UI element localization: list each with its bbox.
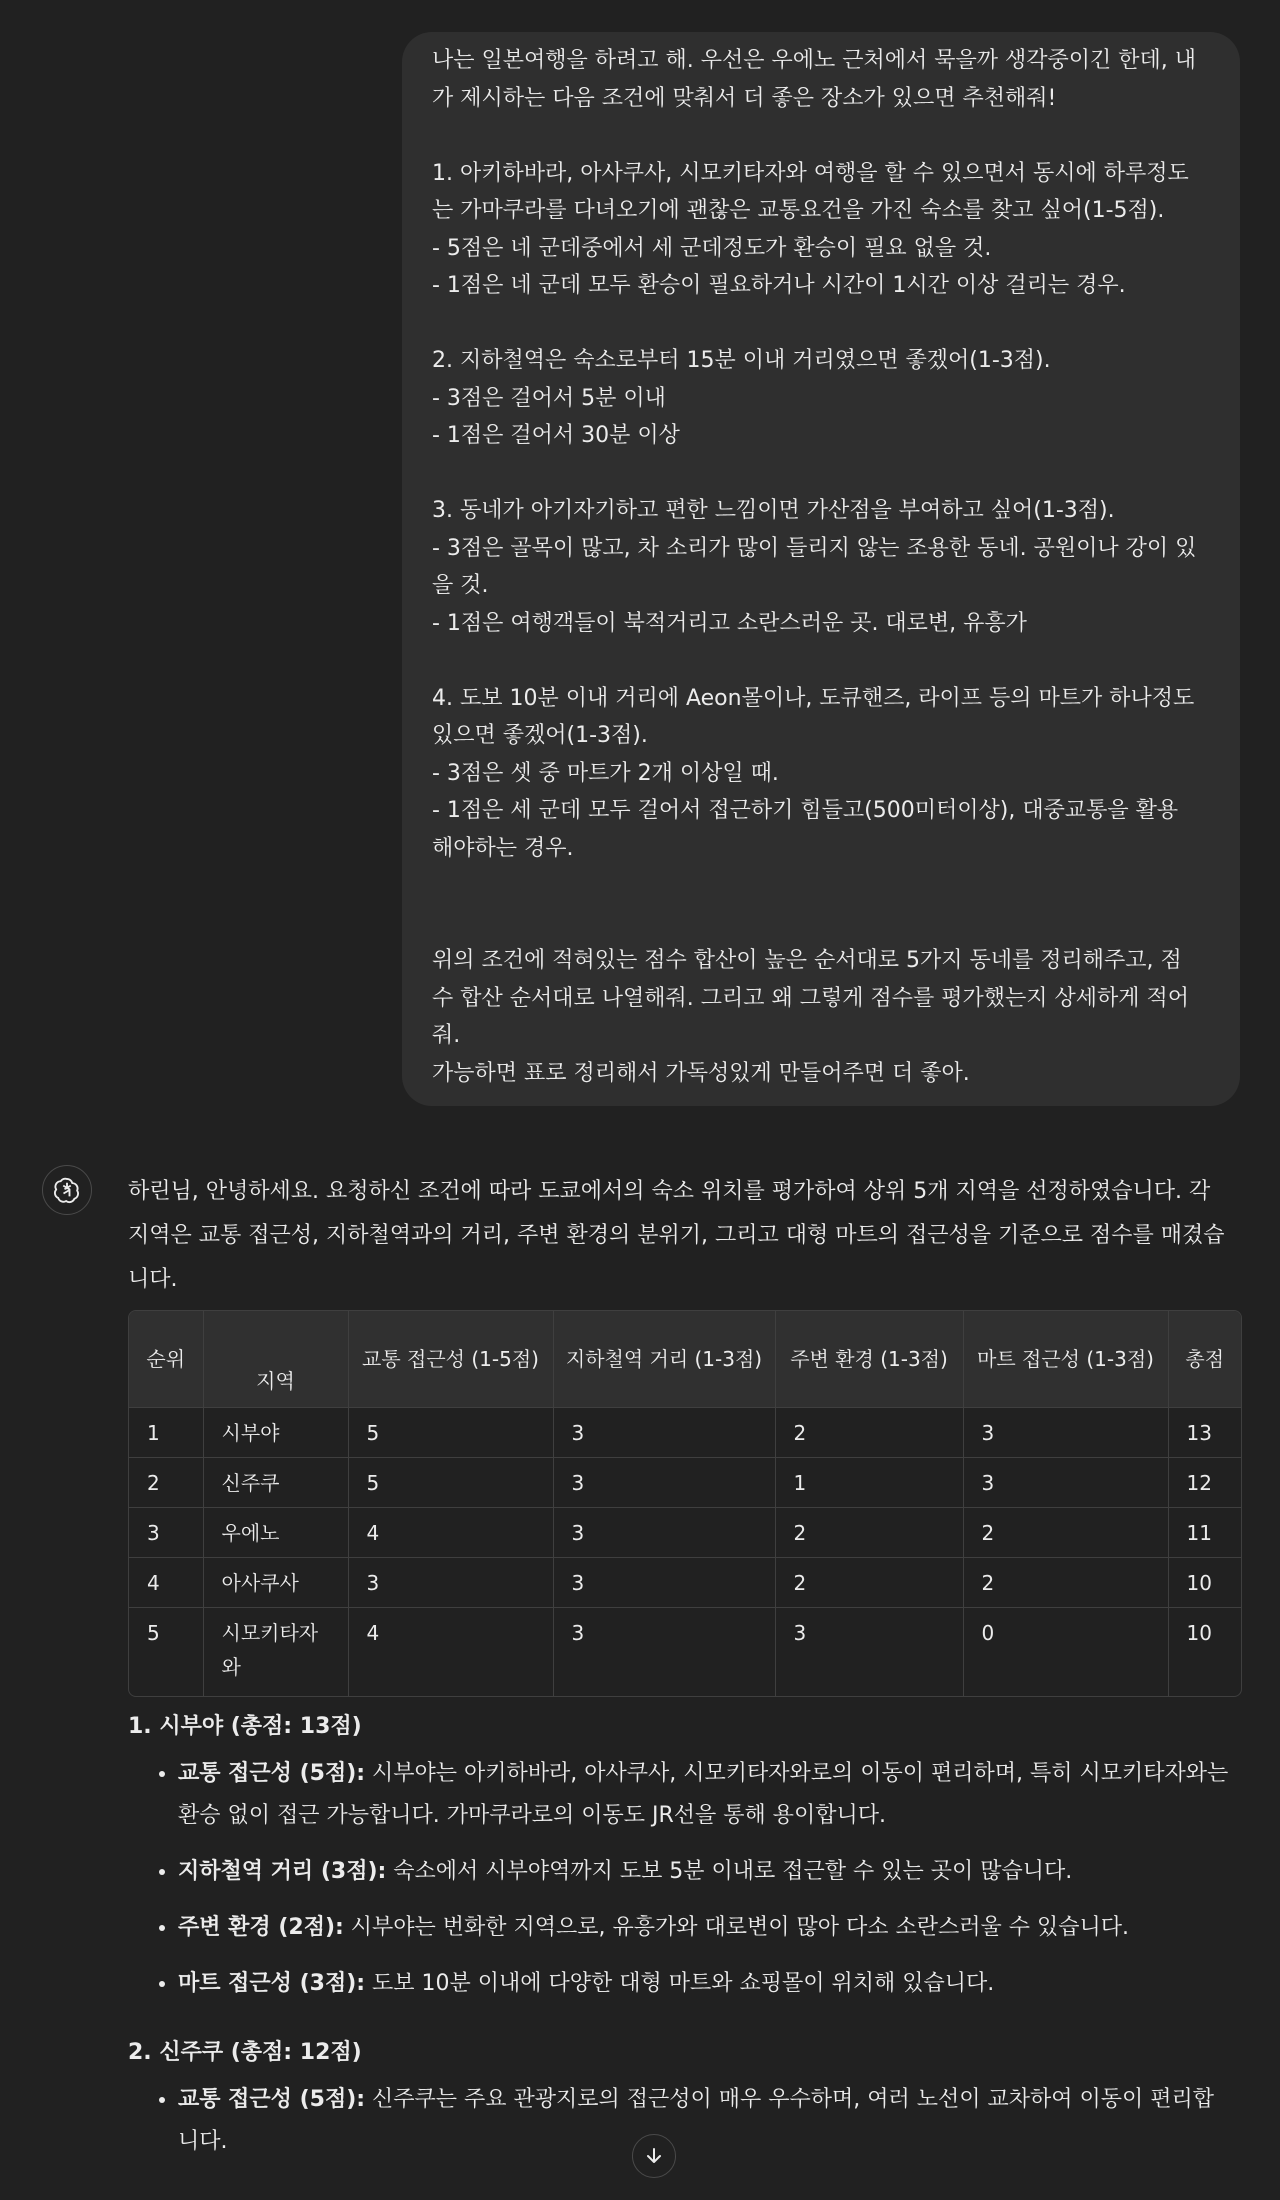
table-cell: 2 bbox=[963, 1508, 1168, 1558]
user-message-line: - 1점은 여행객들이 북적거리고 소란스러운 곳. 대로변, 유흥가 bbox=[432, 610, 1027, 636]
user-message-line: - 1점은 걸어서 30분 이상 bbox=[432, 423, 680, 448]
table-cell: 1 bbox=[775, 1458, 963, 1508]
table-cell: 5 bbox=[348, 1458, 553, 1508]
user-message-line bbox=[432, 305, 1212, 343]
bullet-text: 시부야는 아키하바라, 아사쿠사, 시모키타자와로의 이동이 편리하며, 특히 시모키타자와는 bbox=[365, 1760, 1229, 1786]
table-header-label: 지하철역 거리 (1-3점) bbox=[565, 1347, 763, 1371]
table-header-cell bbox=[963, 1311, 1168, 1408]
user-message-line: 가능하면 표로 정리해서 가독성있게 만들어주면 더 좋아. bbox=[432, 1060, 970, 1086]
bullet-text: 시부야는 번화한 지역으로, 유흥가와 대로변이 많아 다소 소란스러울 수 있습니다. bbox=[343, 1914, 1130, 1940]
bullet-text: 숙소에서 시부야역까지 도보 5분 이내로 접근할 수 있는 곳이 많습니다. bbox=[386, 1858, 1073, 1884]
table-header-cell bbox=[1168, 1311, 1241, 1408]
table-cell: 3 bbox=[553, 1508, 775, 1558]
user-message-line: 수 합산 순서대로 나열해줘. 그리고 왜 그렇게 점수를 평가했는지 상세하게 적어 bbox=[432, 985, 1189, 1011]
table-header-row bbox=[129, 1311, 1241, 1408]
user-message-line: 는 가마쿠라를 다녀오기에 괜찮은 교통요건을 가진 숙소를 찾고 싶어(1-5점). bbox=[432, 198, 1165, 223]
intro-line: 니다. bbox=[128, 1267, 178, 1292]
table-cell: 10 bbox=[1168, 1558, 1241, 1608]
ranking-table-container bbox=[128, 1310, 1242, 1697]
table-header-label: 주변 환경 (1-3점) bbox=[790, 1347, 948, 1371]
table-cell: 3 bbox=[963, 1458, 1168, 1508]
table-cell: 2 bbox=[129, 1458, 203, 1508]
section-title: 1. 시부야 (총점: 13점) bbox=[128, 1713, 362, 1739]
table-cell: 신주쿠 bbox=[203, 1458, 348, 1508]
table-header-cell bbox=[775, 1311, 963, 1408]
table-header-label: 지역 bbox=[256, 1369, 295, 1393]
user-message-line: 나는 일본여행을 하려고 해. 우선은 우에노 근처에서 묵을까 생각중이긴 한데, 내 bbox=[432, 48, 1196, 73]
table-cell: 3 bbox=[129, 1508, 203, 1558]
section-title: 2. 신주쿠 (총점: 12점) bbox=[128, 2039, 362, 2065]
user-message-line: - 1점은 네 군데 모두 환승이 필요하거나 시간이 1시간 이상 걸리는 경우. bbox=[432, 273, 1126, 298]
table-cell: 3 bbox=[775, 1608, 963, 1696]
user-message-line: - 1점은 세 군데 모두 걸어서 접근하기 힘들고(500미터이상), 대중교통을 활용 bbox=[432, 798, 1179, 823]
table-cell: 시부야 bbox=[203, 1408, 348, 1458]
table-cell: 10 bbox=[1186, 1621, 1212, 1645]
table-cell: 13 bbox=[1168, 1408, 1241, 1458]
bullet-line bbox=[178, 1753, 1240, 1795]
table-header-label: 총점 bbox=[1185, 1347, 1225, 1371]
table-cell: 5 bbox=[129, 1608, 203, 1696]
table-row bbox=[129, 1408, 1241, 1458]
user-message-line: 위의 조건에 적혀있는 점수 합산이 높은 순서대로 5가지 동네를 정리해주고, 점 bbox=[432, 948, 1182, 973]
user-message-line: 을 것. bbox=[432, 573, 489, 598]
table-header-cell bbox=[553, 1311, 775, 1408]
user-message-line: - 5점은 네 군데중에서 세 군데정도가 환승이 필요 없을 것. bbox=[432, 235, 992, 261]
bullet-line bbox=[178, 1963, 1240, 2005]
table-cell: 12 bbox=[1168, 1458, 1241, 1508]
table-cell: 3 bbox=[553, 1458, 775, 1508]
openai-logo-icon bbox=[52, 1175, 82, 1205]
bullet-item bbox=[178, 1851, 1240, 1893]
bullet-term: 주변 환경 (2점): bbox=[178, 1914, 344, 1940]
user-message-line bbox=[432, 455, 1212, 493]
table-cell: 2 bbox=[775, 1558, 963, 1608]
table-cell: 2 bbox=[775, 1508, 963, 1558]
bullet-line bbox=[178, 1795, 1240, 1837]
scroll-down-button[interactable] bbox=[632, 2134, 676, 2178]
user-message-line: 2. 지하철역은 숙소로부터 15분 이내 거리였으면 좋겠어(1-3점). bbox=[432, 348, 1051, 373]
user-message-line bbox=[432, 905, 1212, 943]
user-message-line bbox=[432, 642, 1212, 680]
table-header-label: 순위 bbox=[146, 1347, 186, 1371]
assistant-sections bbox=[128, 1707, 1240, 2163]
table-cell: 11 bbox=[1168, 1508, 1241, 1558]
table-cell: 3 bbox=[553, 1558, 775, 1608]
bullet-list bbox=[128, 1753, 1240, 2005]
user-message-line bbox=[432, 867, 1212, 905]
table-row bbox=[129, 1458, 1241, 1508]
user-message-line: 가 제시하는 다음 조건에 맞춰서 더 좋은 장소가 있으면 추천해줘! bbox=[432, 85, 1057, 111]
bullet-line bbox=[178, 1907, 1240, 1949]
assistant-message bbox=[128, 1170, 1240, 2177]
table-cell: 4 bbox=[129, 1558, 203, 1608]
bullet-text: 환승 없이 접근 가능합니다. 가마쿠라로의 이동도 JR선을 통해 용이합니다. bbox=[178, 1802, 887, 1828]
user-message-line: 줘. bbox=[432, 1023, 461, 1048]
table-cell: 1 bbox=[129, 1408, 203, 1458]
table-header-cell bbox=[348, 1311, 553, 1408]
user-message-line: 1. 아키하바라, 아사쿠사, 시모키타자와 여행을 할 수 있으면서 동시에 하루정도 bbox=[432, 160, 1189, 186]
bullet-term: 지하철역 거리 (3점): bbox=[178, 1858, 387, 1884]
assistant-intro bbox=[128, 1170, 1240, 1302]
table-cell: 4 bbox=[348, 1508, 553, 1558]
bullet-term: 교통 접근성 (5점): bbox=[178, 2086, 366, 2112]
ranking-table bbox=[129, 1311, 1241, 1696]
user-message-line: 있으면 좋겠어(1-3점). bbox=[432, 723, 648, 748]
assistant-avatar bbox=[42, 1165, 92, 1215]
user-message-line: 3. 동네가 아기자기하고 편한 느낌이면 가산점을 부여하고 싶어(1-3점). bbox=[432, 498, 1115, 523]
user-message-line: - 3점은 셋 중 마트가 2개 이상일 때. bbox=[432, 760, 779, 786]
bullet-line bbox=[178, 2079, 1240, 2121]
bullet-item bbox=[178, 2079, 1240, 2163]
table-cell: 4 bbox=[348, 1608, 553, 1696]
bullet-item bbox=[178, 1907, 1240, 1949]
table-cell: 2 bbox=[775, 1408, 963, 1458]
bullet-list bbox=[128, 2079, 1240, 2163]
bullet-text: 니다. bbox=[178, 2128, 228, 2154]
table-row bbox=[129, 1608, 1241, 1696]
user-message-line: 해야하는 경우. bbox=[432, 835, 574, 861]
user-message-line: - 3점은 걸어서 5분 이내 bbox=[432, 385, 666, 411]
bullet-term: 교통 접근성 (5점): bbox=[178, 1760, 366, 1786]
intro-line: 지역은 교통 접근성, 지하철역과의 거리, 주변 환경의 분위기, 그리고 대형 마트의 접근성을 기준으로 점수를 매겼습 bbox=[128, 1223, 1225, 1248]
arrow-down-icon bbox=[644, 2146, 664, 2166]
bullet-term: 마트 접근성 (3점): bbox=[178, 1970, 366, 1996]
table-cell: 3 bbox=[348, 1558, 553, 1608]
table-header-label: 마트 접근성 (1-3점) bbox=[977, 1347, 1154, 1371]
bullet-text: 신주쿠는 주요 관광지로의 접근성이 매우 우수하며, 여러 노선이 교차하여 이동이 편리합 bbox=[365, 2086, 1215, 2112]
table-header-cell bbox=[129, 1311, 203, 1408]
table-header-label: 교통 접근성 (1-5점) bbox=[362, 1347, 539, 1371]
table-cell: 3 bbox=[553, 1408, 775, 1458]
user-message-line: 4. 도보 10분 이내 거리에 Aeon몰이나, 도큐핸즈, 라이프 등의 마트가 하나정도 bbox=[432, 685, 1195, 711]
table-cell: 시모키타자와 bbox=[203, 1608, 348, 1696]
user-message-line: - 3점은 골목이 많고, 차 소리가 많이 들리지 않는 조용한 동네. 공원이나 강이 있 bbox=[432, 535, 1197, 561]
bullet-item bbox=[178, 1963, 1240, 2005]
bullet-text: 도보 10분 이내에 다양한 대형 마트와 쇼핑몰이 위치해 있습니다. bbox=[365, 1970, 995, 1996]
table-header-cell bbox=[203, 1311, 348, 1408]
table-cell: 0 bbox=[963, 1608, 1168, 1696]
table-cell: 아사쿠사 bbox=[203, 1558, 348, 1608]
table-cell: 5 bbox=[348, 1408, 553, 1458]
bullet-line bbox=[178, 1851, 1240, 1893]
table-cell: 3 bbox=[963, 1408, 1168, 1458]
user-message-bubble bbox=[402, 32, 1240, 1106]
table-row bbox=[129, 1558, 1241, 1608]
table-cell: 2 bbox=[963, 1558, 1168, 1608]
bullet-line bbox=[178, 2121, 1240, 2163]
table-row bbox=[129, 1508, 1241, 1558]
intro-line: 하린님, 안녕하세요. 요청하신 조건에 따라 도쿄에서의 숙소 위치를 평가하여 상위 5개 지역을 선정하였습니다. 각 bbox=[128, 1179, 1211, 1204]
user-message-line bbox=[432, 117, 1212, 155]
table-cell: 우에노 bbox=[203, 1508, 348, 1558]
table-cell: 3 bbox=[553, 1608, 775, 1696]
bullet-item bbox=[178, 1753, 1240, 1837]
